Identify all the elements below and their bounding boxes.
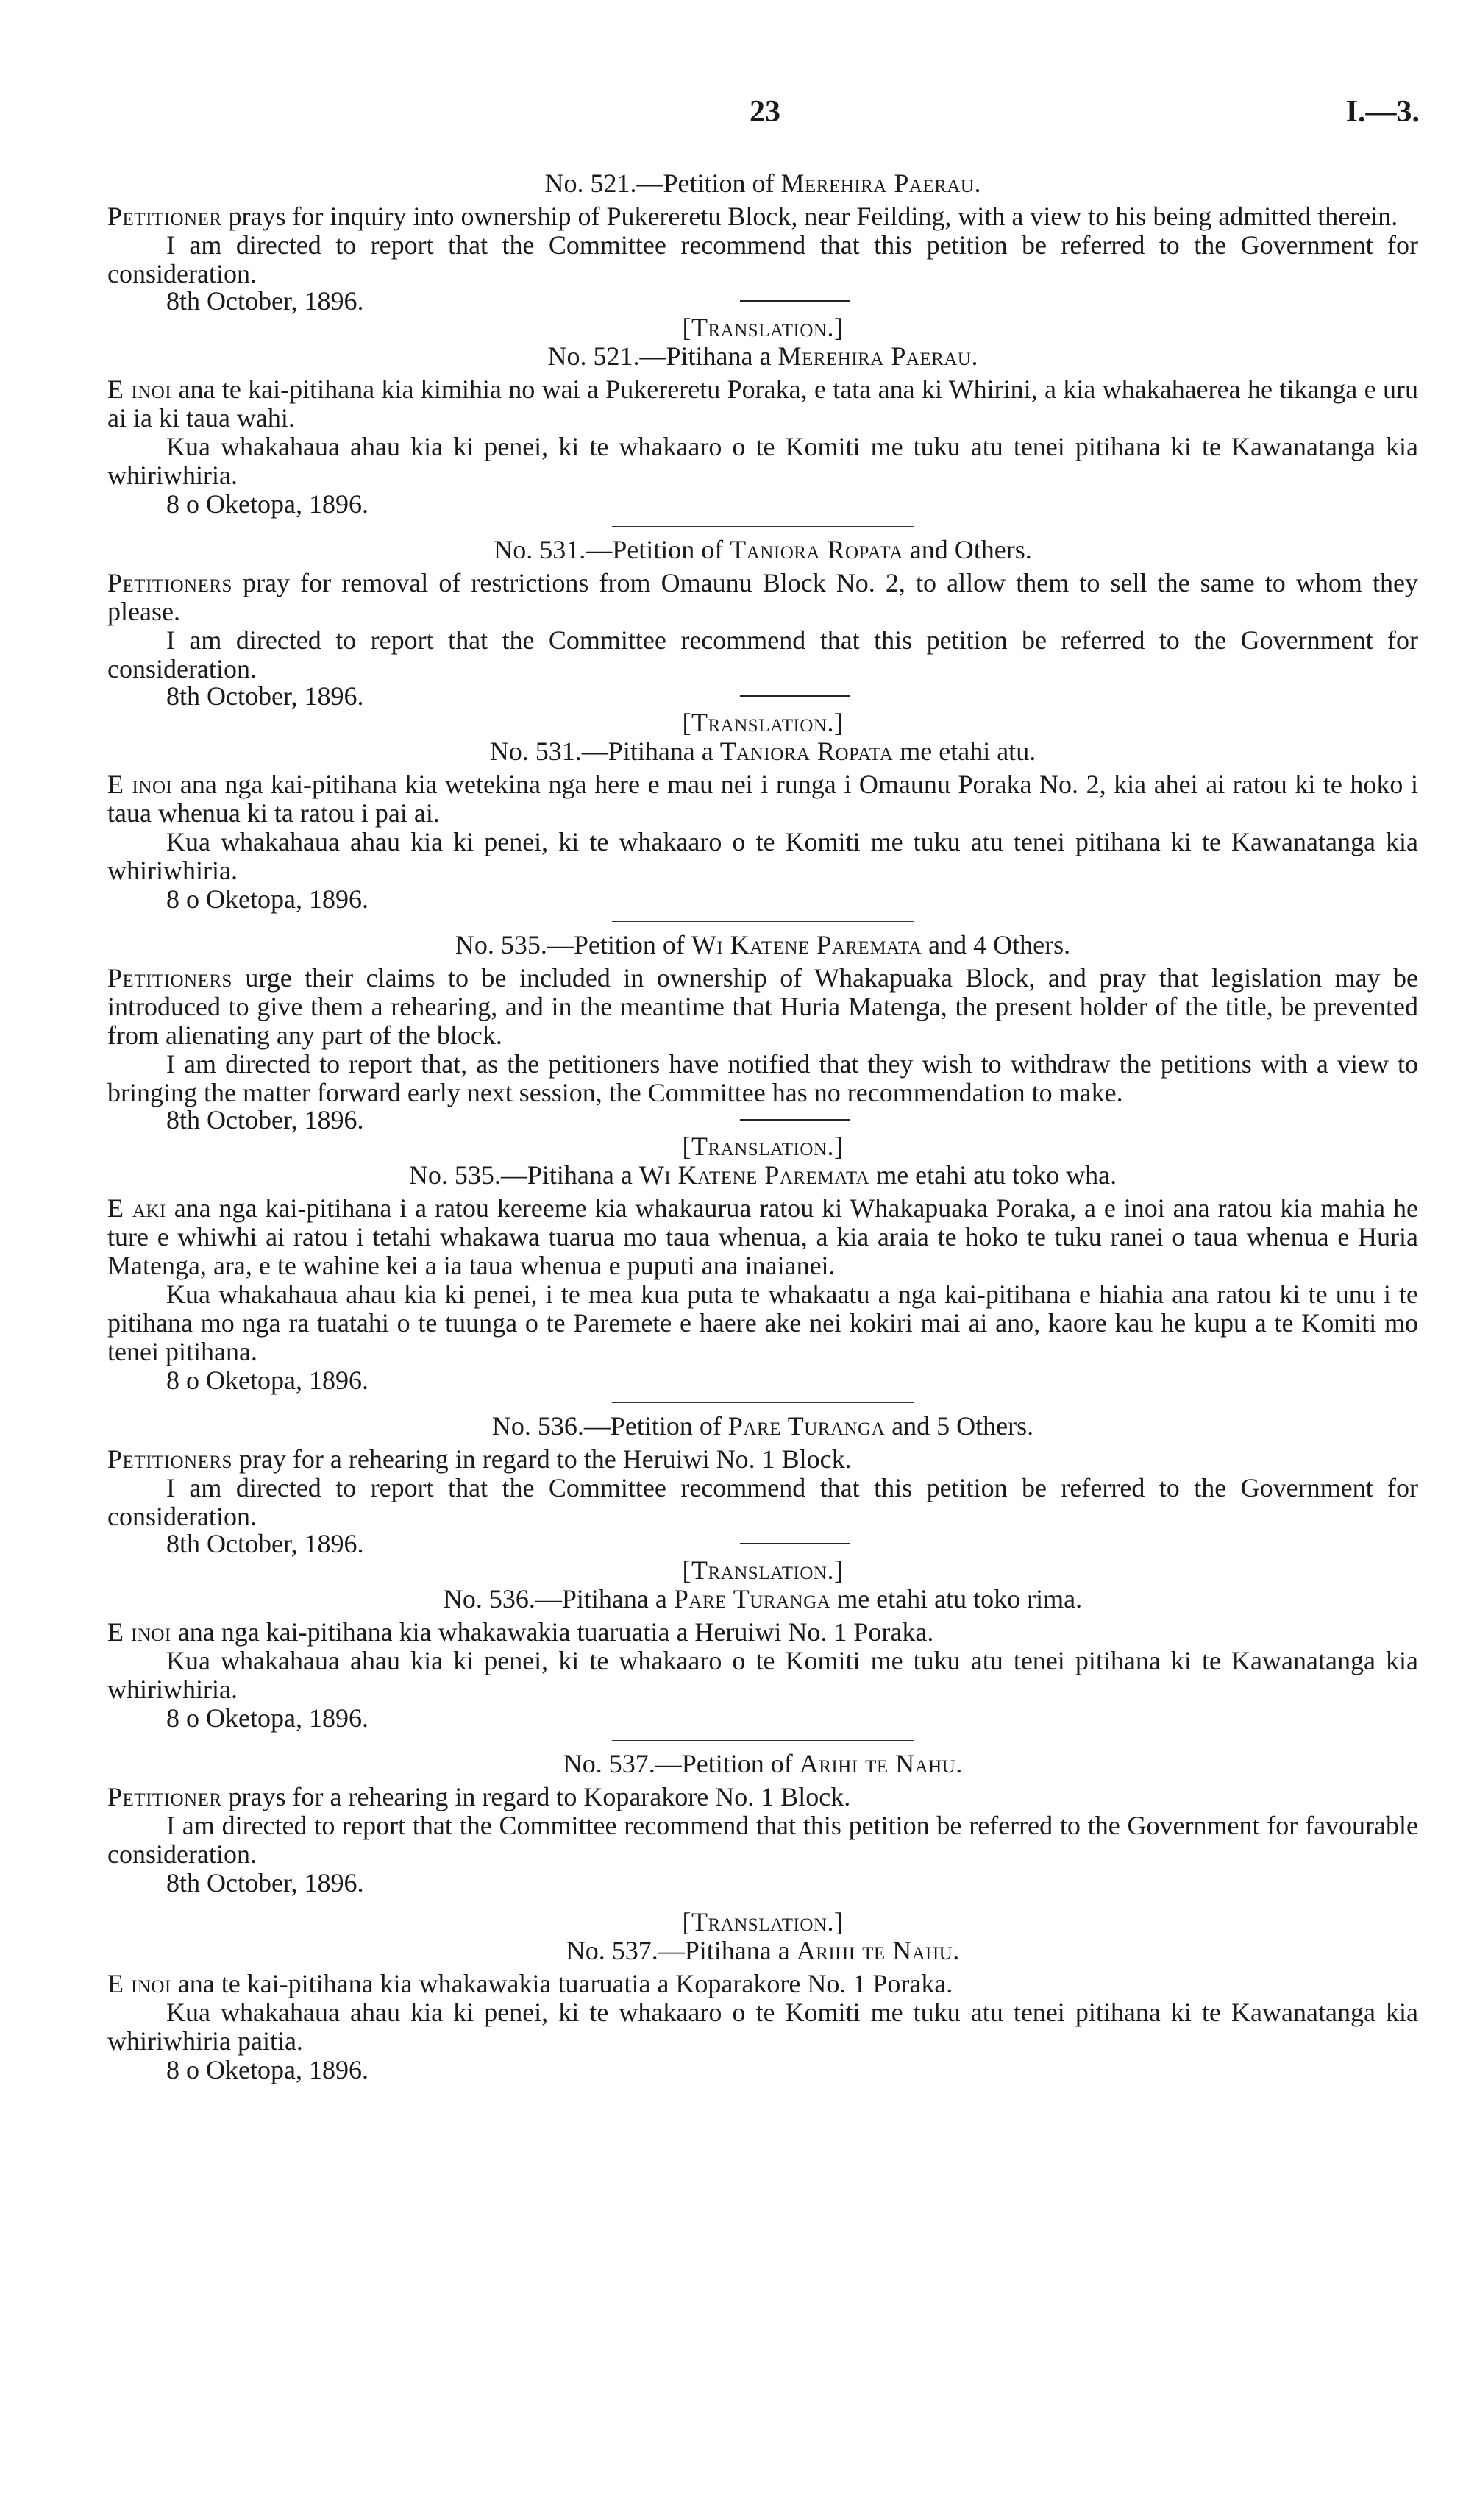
translation-date: 8 o Oketopa, 1896. (166, 2055, 369, 2084)
short-rule (740, 1543, 850, 1544)
petition-heading: No. 521.—Petition of Merehira Paerau. (544, 168, 981, 198)
paper-reference: I.—3. (1345, 95, 1420, 129)
short-rule (740, 300, 850, 302)
translation-label: [Translation.] (682, 1555, 844, 1585)
committee-report: I am directed to report that the Committee recommend that this petition be referred to the Government for favourable consideration. (107, 1811, 1418, 1869)
petition-heading: No. 531.—Petition of Taniora Ropata and Others. (494, 535, 1032, 564)
petition-531 (107, 536, 1418, 914)
translation-label: [Translation.] (682, 1907, 844, 1937)
translation-date: 8 o Oketopa, 1896. (166, 1703, 369, 1733)
petition-536 (107, 1412, 1418, 1733)
petition-heading: No. 536.—Petition of Pare Turanga and 5 Others. (491, 1411, 1034, 1441)
petition-prayer: Petitioner prays for a rehearing in regard to Koparakore No. 1 Block. (107, 1782, 851, 1811)
date-line: 8th October, 1896. (107, 684, 1418, 709)
translation-prayer: E inoi ana nga kai-pitihana kia whakawakia tuaruatia a Heruiwi No. 1 Poraka. (107, 1617, 934, 1647)
translation-date: 8 o Oketopa, 1896. (166, 489, 369, 519)
committee-report: I am directed to report that the Committee recommend that this petition be referred to the Government for consideration. (107, 625, 1418, 684)
translation-date: 8 o Oketopa, 1896. (166, 1366, 369, 1395)
page-number: 23 (750, 95, 780, 129)
translation-report: Kua whakahaua ahau kia ki penei, ki te whakaaro o te Komiti me tuku atu tenei pitihana ki te Kawanatanga kia whiriwhiria. (107, 1646, 1418, 1704)
section-divider (612, 1740, 914, 1741)
short-rule (740, 695, 850, 697)
petition-537 (107, 1750, 1418, 2084)
committee-report: I am directed to report that the Committee recommend that this petition be referred to the Government for consideration. (107, 1473, 1418, 1531)
translation-prayer: E inoi ana te kai-pitihana kia kimihia no wai a Pukereretu Poraka, e tata ana ki Whirini, a kia whakahaerea he tikanga e uru ai ia ki taua wahi. (107, 375, 1418, 433)
page-body (107, 168, 1418, 2084)
date-line: 8th October, 1896. (107, 288, 1418, 313)
date-line: 8th October, 1896. (166, 1868, 364, 1898)
translation-heading: No. 537.—Pitihana a Arihi te Nahu. (566, 1936, 960, 1965)
section-divider (612, 526, 914, 527)
translation-report: Kua whakahaua ahau kia ki penei, i te mea kua puta te whakaatu a nga kai-pitihana e hiahia ana ratou ki te unu i te pitihana mo nga ra tuatahi o te tuunga o te Paremete e haere ake nei kokiri mai ai ano, kaore kau he kupu a te Komiti mo tenei pitihana. (107, 1279, 1418, 1366)
translation-heading: No. 535.—Pitihana a Wi Katene Paremata me etahi atu toko wha. (408, 1160, 1117, 1190)
translation-report: Kua whakahaua ahau kia ki penei, ki te whakaaro o te Komiti me tuku atu tenei pitihana ki te Kawanatanga kia whiriwhiria paitia. (107, 1998, 1418, 2056)
translation-report: Kua whakahaua ahau kia ki penei, ki te whakaaro o te Komiti me tuku atu tenei pitihana ki te Kawanatanga kia whiriwhiria. (107, 827, 1418, 885)
translation-heading: No. 531.—Pitihana a Taniora Ropata me etahi atu. (489, 737, 1036, 766)
section-divider (612, 1402, 914, 1403)
translation-label: [Translation.] (682, 1132, 844, 1161)
section-divider (612, 921, 914, 922)
petition-heading: No. 537.—Petition of Arihi te Nahu. (563, 1749, 963, 1778)
translation-prayer: E inoi ana te kai-pitihana kia whakawakia tuaruatia a Koparakore No. 1 Poraka. (107, 1969, 953, 1998)
translation-prayer: E inoi ana nga kai-pitihana kia wetekina nga here e mau nei i runga i Omaunu Poraka No. 2, kia ahei ai ratou ki te hoko i taua whenua ki ta ratou i pai ai. (107, 770, 1419, 828)
translation-date: 8 o Oketopa, 1896. (166, 884, 369, 914)
translation-prayer: E aki ana nga kai-pitihana i a ratou kereeme kia whakaurua ratou ki Whakapuaka Poraka, a e inoi ana ratou kia mahia he ture e whiwhi ai ratou i tetahi whakawa tuarua mo taua whenua, a kia araia te hoko te tuku ranei o taua whenua e Huria Matenga, ara, e te wahine kei a ia taua whenua e puputi ana inaianei. (107, 1193, 1418, 1280)
petition-prayer: Petitioner prays for inquiry into ownership of Pukereretu Block, near Feilding, with a view to his being admitted therein. (107, 202, 1398, 231)
translation-heading: No. 521.—Pitihana a Merehira Paerau. (547, 341, 978, 371)
translation-heading: No. 536.—Pitihana a Pare Turanga me etahi atu toko rima. (443, 1584, 1083, 1614)
date-line: 8th October, 1896. (107, 1107, 1418, 1132)
translation-label: [Translation.] (682, 313, 844, 342)
petition-prayer: Petitioners pray for removal of restrictions from Omaunu Block No. 2, to allow them to sell the same to whom they please. (107, 568, 1418, 626)
petition-535 (107, 931, 1418, 1395)
date-line: 8th October, 1896. (107, 1531, 1418, 1556)
petition-521 (107, 169, 1418, 519)
petition-heading: No. 535.—Petition of Wi Katene Paremata and 4 Others. (455, 930, 1071, 959)
petition-prayer: Petitioners urge their claims to be included in ownership of Whakapuaka Block, and pray that legislation may be introduced to give them a rehearing, and in the meantime that Huria Matenga, the present holder of the title, be prevented from alienating any part of the block. (107, 963, 1418, 1050)
short-rule (740, 1119, 850, 1121)
committee-report: I am directed to report that, as the petitioners have notified that they wish to withdraw the petitions with a view to bringing the matter forward early next session, the Committee has no recommendation to make. (107, 1049, 1418, 1107)
committee-report: I am directed to report that the Committee recommend that this petition be referred to the Government for consideration. (107, 230, 1418, 288)
translation-label: [Translation.] (682, 708, 844, 737)
translation-report: Kua whakahaua ahau kia ki penei, ki te whakaaro o te Komiti me tuku atu tenei pitihana ki te Kawanatanga kia whiriwhiria. (107, 432, 1418, 490)
petition-prayer: Petitioners pray for a rehearing in regard to the Heruiwi No. 1 Block. (107, 1444, 852, 1474)
